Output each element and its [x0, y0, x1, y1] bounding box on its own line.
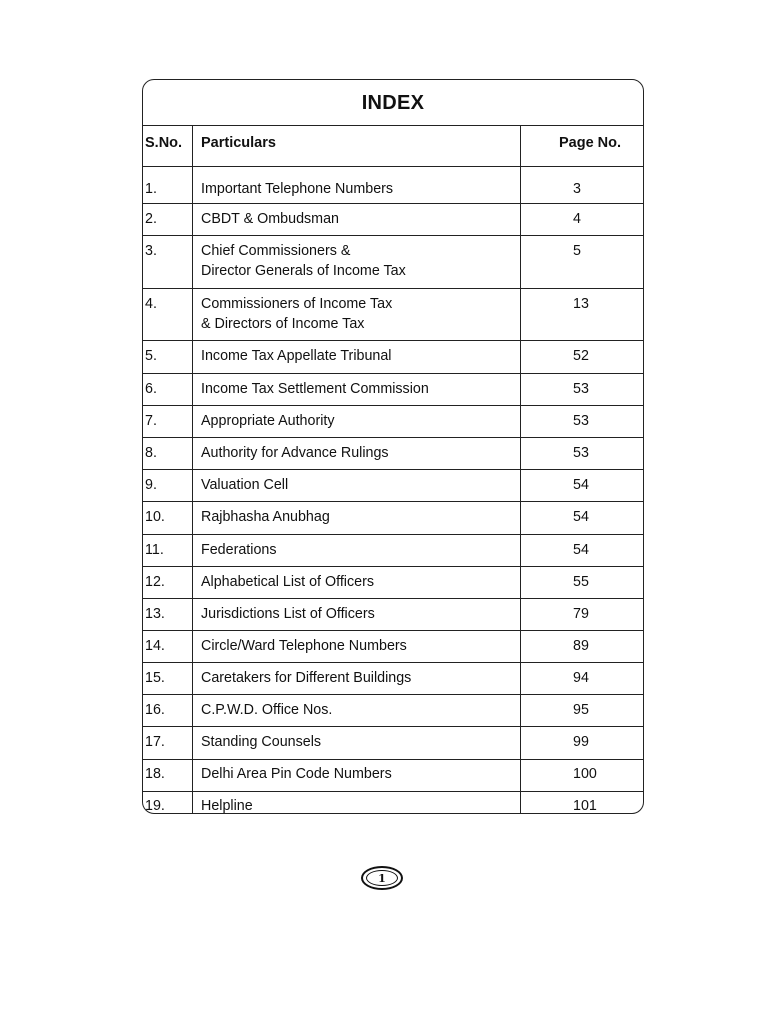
- row-sno: 10.: [145, 509, 165, 525]
- row-sno: 11.: [145, 542, 164, 558]
- header-sno: S.No.: [145, 135, 183, 151]
- row-page-no: 79: [573, 606, 589, 622]
- table-row: [143, 727, 643, 760]
- row-particulars-line: CBDT & Ombudsman: [201, 211, 339, 227]
- row-particulars-line: Alphabetical List of Officers: [201, 574, 374, 590]
- row-particulars-line: Director Generals of Income Tax: [201, 263, 406, 279]
- table-row: [143, 792, 643, 814]
- row-sno: 1.: [145, 181, 157, 197]
- row-page-no: 101: [573, 798, 597, 814]
- row-page-no: 53: [573, 413, 589, 429]
- row-particulars-line: Income Tax Appellate Tribunal: [201, 348, 392, 364]
- table-row: [143, 663, 643, 695]
- row-particulars-line: C.P.W.D. Office Nos.: [201, 702, 333, 718]
- row-particulars: [201, 443, 389, 463]
- title-divider: [143, 125, 643, 126]
- row-page-no: 4: [573, 211, 581, 227]
- row-particulars: [201, 346, 391, 366]
- row-page-no: 13: [573, 296, 589, 312]
- row-sno: 19.: [145, 798, 165, 814]
- table-row: [143, 599, 643, 631]
- row-sno: 15.: [145, 670, 165, 686]
- row-particulars: [201, 604, 375, 624]
- row-sno: 7.: [145, 413, 157, 429]
- row-particulars: [201, 294, 392, 334]
- row-particulars: [201, 796, 253, 814]
- table-row: [143, 167, 643, 204]
- row-particulars: [201, 700, 332, 720]
- row-particulars-line: Standing Counsels: [201, 734, 322, 750]
- row-particulars-line: Commissioners of Income Tax: [201, 296, 393, 312]
- row-page-no: 52: [573, 348, 589, 364]
- row-page-no: 89: [573, 638, 589, 654]
- row-particulars-line: Helpline: [201, 798, 253, 814]
- row-page-no: 53: [573, 381, 589, 397]
- table-row: [143, 289, 643, 341]
- row-particulars: [201, 209, 339, 229]
- row-particulars-line: Circle/Ward Telephone Numbers: [201, 638, 407, 654]
- row-particulars-line: Delhi Area Pin Code Numbers: [201, 766, 392, 782]
- page-number-badge: [361, 866, 403, 890]
- table-row: [143, 204, 643, 236]
- page-number: 1: [366, 870, 398, 886]
- row-particulars-line: Rajbhasha Anubhag: [201, 509, 330, 525]
- row-sno: 12.: [145, 574, 165, 590]
- row-particulars: [201, 411, 335, 431]
- row-particulars: [201, 179, 393, 199]
- table-row: [143, 631, 643, 663]
- table-row: [143, 341, 643, 374]
- row-particulars-line: Important Telephone Numbers: [201, 181, 394, 197]
- row-particulars: [201, 507, 330, 527]
- table-row: [143, 374, 643, 406]
- row-particulars-line: Authority for Advance Rulings: [201, 445, 389, 461]
- row-page-no: 94: [573, 670, 589, 686]
- row-particulars-line: Chief Commissioners &: [201, 243, 351, 259]
- row-sno: 14.: [145, 638, 165, 654]
- row-particulars: [201, 572, 374, 592]
- table-row: [143, 535, 643, 567]
- row-page-no: 100: [573, 766, 597, 782]
- index-table: [142, 79, 644, 814]
- row-sno: 18.: [145, 766, 165, 782]
- row-particulars-line: Jurisdictions List of Officers: [201, 606, 375, 622]
- header-page-no: Page No.: [559, 135, 622, 151]
- row-sno: 16.: [145, 702, 165, 718]
- row-sno: 13.: [145, 606, 165, 622]
- row-particulars: [201, 475, 288, 495]
- row-particulars-line: Valuation Cell: [201, 477, 289, 493]
- row-particulars: [201, 764, 392, 784]
- row-sno: 3.: [145, 243, 157, 259]
- row-particulars: [201, 540, 277, 560]
- row-particulars: [201, 732, 321, 752]
- row-sno: 8.: [145, 445, 157, 461]
- row-sno: 17.: [145, 734, 165, 750]
- row-particulars: [201, 241, 406, 281]
- row-particulars-line: Appropriate Authority: [201, 413, 335, 429]
- table-row: [143, 470, 643, 502]
- row-page-no: 5: [573, 243, 581, 259]
- header-particulars: Particulars: [201, 135, 276, 151]
- table-row: [143, 760, 643, 792]
- row-page-no: 3: [573, 181, 581, 197]
- table-row: [143, 502, 643, 535]
- row-sno: 2.: [145, 211, 157, 227]
- row-page-no: 54: [573, 542, 589, 558]
- row-sno: 5.: [145, 348, 157, 364]
- table-row: [143, 438, 643, 470]
- row-page-no: 54: [573, 509, 589, 525]
- row-particulars: [201, 379, 429, 399]
- row-page-no: 99: [573, 734, 589, 750]
- row-particulars: [201, 668, 411, 688]
- row-particulars: [201, 636, 407, 656]
- row-sno: 6.: [145, 381, 157, 397]
- row-sno: 9.: [145, 477, 157, 493]
- row-sno: 4.: [145, 296, 157, 312]
- table-row: [143, 406, 643, 438]
- row-particulars-line: Income Tax Settlement Commission: [201, 381, 429, 397]
- row-page-no: 53: [573, 445, 589, 461]
- row-page-no: 95: [573, 702, 589, 718]
- row-particulars-line: Federations: [201, 542, 277, 558]
- index-title: INDEX: [361, 92, 425, 114]
- table-row: [143, 567, 643, 599]
- row-page-no: 54: [573, 477, 589, 493]
- row-particulars-line: & Directors of Income Tax: [201, 316, 365, 332]
- table-row: [143, 236, 643, 289]
- row-particulars-line: Caretakers for Different Buildings: [201, 670, 412, 686]
- row-page-no: 55: [573, 574, 589, 590]
- table-row: [143, 695, 643, 727]
